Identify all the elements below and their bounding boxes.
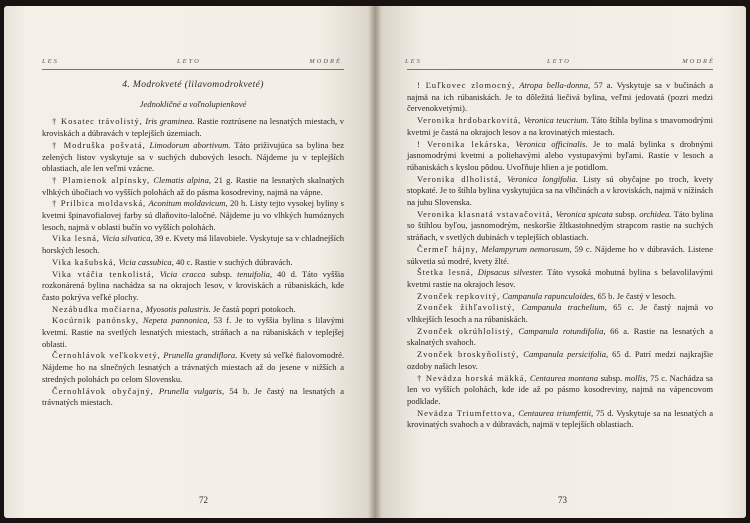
plant-name: Černohlávok obyčajný, bbox=[52, 385, 154, 396]
plant-entry bbox=[407, 349, 713, 372]
entry-text: 57 a. Vyskytuje sa v bučinách a najmä na ich rúbaniskách. Je to dôležitá liečivá bylina, veľmi jedovatá (pozri medzi červenokvetými). bbox=[407, 80, 713, 114]
right-page bbox=[375, 6, 746, 518]
plant-name: Nezábudka močiarna, bbox=[52, 303, 144, 314]
running-head-left: LES bbox=[405, 58, 422, 65]
entry-text: Je to malá bylinka s drobnými jasnomodrými kvetmi a poliehavými alebo vystupavými byľami. Rastie v lesoch a rúbaniskách s kyslou pôdou. Uvoľňuje hlien a je potidlom. bbox=[407, 138, 714, 172]
plant-name: Černohlávok veľkokvetý, bbox=[52, 350, 161, 361]
latin-name: Centaurea triumfettii, bbox=[518, 407, 594, 418]
latin-name: mollis, bbox=[624, 372, 648, 383]
plant-entry bbox=[42, 175, 344, 198]
plant-name: Veronika dlholistá, bbox=[417, 173, 502, 184]
plant-entry bbox=[407, 373, 713, 408]
left-page bbox=[4, 6, 375, 518]
plant-name: Štetka lesná, bbox=[417, 267, 474, 278]
page-number: 72 bbox=[199, 495, 208, 505]
entry-text: Táto priživujúca sa bylina bez zelených listov vyskytuje sa v suchých dubových lesoch. Nájdeme ju v teplejších oblastiach, ale len veľmi vzácne. bbox=[42, 139, 344, 174]
latin-name: tenuifolia, bbox=[237, 268, 272, 279]
entry-text: 39 e. Kvety má lilavobiele. Vyskytuje sa v chladnejších horských lesoch. bbox=[42, 233, 345, 256]
plant-name: Nevädza Triumfettova, bbox=[417, 407, 516, 418]
running-head-center: LETO bbox=[547, 58, 571, 65]
plant-entry bbox=[42, 198, 344, 233]
entry-text: Táto vysoká mohutná bylina s belavolilavými kvetmi rastie na okrajoch lesov. bbox=[407, 267, 713, 289]
latin-name: Centaurea montana bbox=[529, 372, 599, 383]
running-head-center: LETO bbox=[177, 58, 201, 65]
plant-name: † Kosatec trávolistý, bbox=[52, 116, 143, 127]
entry-text: 75 c. Nachádza sa len vo vyšších polohách, kde ide až po pásmo kosodreviny, najmä na vápencovom podklade. bbox=[407, 372, 713, 406]
entry-text: Je častá popri potokoch. bbox=[210, 303, 296, 314]
running-head-left: LES bbox=[42, 58, 59, 65]
chapter-title: 4. Modrokveté (lilavomodrokveté) bbox=[122, 80, 264, 90]
entry-text: subsp. bbox=[205, 268, 238, 279]
entry-text: 20 h. Listy tejto vysokej byliny s kvetmi špinavofialovej farby sú dlaňovito-laločné. Nájdeme ju vo vlhkých humóznych lesoch, najmä v oblasti bučín vo vyšších polohách. bbox=[42, 198, 344, 232]
plant-entry bbox=[407, 115, 713, 138]
plant-entry bbox=[407, 291, 713, 303]
plant-name: Vika vtáčia tenkolistá, bbox=[52, 268, 155, 279]
latin-name: Campanula persicifolia, bbox=[523, 349, 609, 360]
plant-name: Zvonček repkovitý, bbox=[417, 290, 501, 301]
entry-text: Listy sú obyčajne po troch, kvety stopkaté. Je to štíhla bylina vyskytujúca sa na vlhčinách a v kroviskách, najmä v nížinách na juhu Slovenska. bbox=[407, 173, 713, 208]
running-head-right: MODRÉ bbox=[309, 58, 342, 65]
plant-name: Zvonček žihľavolistý, bbox=[417, 302, 516, 313]
page-number: 73 bbox=[558, 495, 567, 505]
plant-name: † Nevädza horská mäkká, bbox=[417, 372, 528, 383]
plant-name: ! Veronika lekárska, bbox=[417, 138, 511, 149]
entry-list bbox=[407, 80, 713, 431]
entry-text: 54 b. Je častý na lesnatých a trávnatých miestach. bbox=[42, 385, 345, 408]
latin-name: Campanula trachelium, bbox=[521, 302, 607, 313]
page-body bbox=[42, 80, 344, 409]
entry-text: 75 d. Vyskytuje sa na lesnatých a krovinatých svahoch a v dúbravách, najmä v teplejších oblastiach. bbox=[407, 407, 713, 430]
plant-entry bbox=[407, 209, 713, 244]
latin-name: Prunella vulgaris, bbox=[158, 385, 225, 396]
entry-text: 59 c. Nájdeme ho v dúbravách. Listene súkvetia sú modré, kvety žlté. bbox=[407, 243, 713, 266]
entry-text: 65 d. Patrí medzi najkrajšie ozdoby našich lesov. bbox=[407, 349, 713, 371]
entry-text: 40 d. Táto vyššia rozkonárená bylina nachádza sa na okrajoch lesov, v kroviskách a rúbaniskách, kde často pokrýva veľké plochy. bbox=[42, 268, 344, 302]
latin-name: Limodorum abortivum. bbox=[149, 139, 231, 150]
latin-name: Vicia silvatica, bbox=[101, 233, 153, 244]
latin-name: Nepeta pannonica, bbox=[143, 315, 210, 326]
plant-entry bbox=[407, 408, 713, 431]
plant-entry bbox=[407, 326, 713, 349]
plant-name: Zvonček okrúhlolistý, bbox=[417, 325, 514, 336]
plant-entry bbox=[42, 304, 344, 316]
plant-entry bbox=[42, 269, 344, 304]
latin-name: Veronica spicata bbox=[555, 208, 613, 219]
header-rule bbox=[42, 69, 344, 70]
plant-entry bbox=[407, 302, 713, 325]
entry-text: Táto bylina so štíhlou byľou, jasnomodrým, neskoršie žltkastohnedým strapcom rastie na suchých stráňach, v svetlých dubinách v teplejších oblastiach. bbox=[407, 208, 713, 243]
latin-name: Veronica officinalis. bbox=[515, 138, 588, 149]
entry-list bbox=[42, 116, 344, 409]
entry-text: Rastie roztrúsene na lesnatých miestach, v kroviskách a dúbravách v teplejších územiach. bbox=[42, 116, 344, 139]
entry-text: 53 f. Je to vyššia bylina s lilavými kvetmi. Rastie na svetlých lesnatých miestach, stráňach a na rúbaniskách v teplejšej oblasti. bbox=[42, 315, 344, 349]
entry-text: 65 b. Je častý v lesoch. bbox=[595, 290, 677, 301]
entry-text: Kvety sú veľké fialovomodré. Nájdeme ho na slnečných lesnatých a trávnatých miestach až do jesene v nižších a stredných polohách po celom Slovensku. bbox=[42, 350, 345, 384]
plant-name: ! Ľuľkovec zlomocný, bbox=[417, 80, 516, 90]
header-rule bbox=[407, 69, 713, 70]
latin-name: Myosotis palustris. bbox=[145, 303, 211, 314]
latin-name: Prunella grandiflora. bbox=[163, 350, 238, 361]
book-gutter bbox=[368, 6, 382, 518]
plant-entry bbox=[407, 267, 713, 290]
latin-name: Aconitum moldavicum, bbox=[148, 198, 228, 209]
latin-name: orchidea. bbox=[639, 208, 672, 219]
entry-text: 65 c. Je častý najmä vo vlhkejších lesoch a na rúbaniskách. bbox=[407, 302, 713, 325]
plant-entry bbox=[42, 315, 344, 350]
latin-name: Campanula rapunculoides, bbox=[502, 290, 596, 301]
latin-name: Clematis alpina, bbox=[153, 174, 211, 185]
plant-name: Vika kašubská, bbox=[52, 256, 117, 267]
plant-entry bbox=[42, 233, 344, 256]
plant-entry bbox=[42, 140, 344, 175]
latin-name: Melampyrum nemorosum, bbox=[481, 243, 572, 254]
plant-entry bbox=[407, 80, 713, 115]
plant-name: Čermeľ hájny, bbox=[417, 243, 479, 254]
plant-name: Veronika klasnatá vstavačovitá, bbox=[417, 208, 554, 219]
latin-name: Veronica teucrium. bbox=[523, 115, 589, 126]
plant-name: Zvonček broskyňolistý, bbox=[417, 349, 520, 360]
latin-name: Veronica longifolia. bbox=[507, 173, 578, 184]
plant-entry bbox=[42, 386, 344, 409]
entry-text: Táto štíhla bylina s tmavomodrými kvetmi je častá na okrajoch lesov a na krovinatých miestach. bbox=[407, 115, 713, 137]
plant-entry bbox=[42, 350, 344, 385]
plant-name: † Modruška pošvatá, bbox=[52, 139, 146, 150]
plant-name: Veronika hrdobarkovitá, bbox=[417, 115, 522, 126]
entry-text: 21 g. Rastie na lesnatých skalnatých vlhkých úbočiach vo vyšších polohách až do pásma kosodreviny, najmä na vápne. bbox=[42, 174, 344, 197]
plant-entry bbox=[407, 244, 713, 267]
plant-entry bbox=[407, 174, 713, 209]
latin-name: Vicia cracca bbox=[159, 268, 206, 279]
page-body bbox=[407, 80, 713, 431]
plant-entry bbox=[42, 116, 344, 139]
entry-text: subsp. bbox=[598, 372, 625, 383]
latin-name: Dipsacus silvester. bbox=[477, 267, 544, 278]
plant-name: † Plamienok alpínsky, bbox=[52, 174, 151, 185]
plant-entry bbox=[42, 257, 344, 269]
plant-name: Kocúrnik panónsky, bbox=[52, 315, 139, 326]
plant-entry bbox=[407, 139, 713, 174]
latin-name: Vicia cassubica, bbox=[118, 256, 174, 267]
entry-text: 40 c. Rastie v suchých dúbravách. bbox=[173, 256, 293, 267]
latin-name: Iris graminea. bbox=[145, 116, 195, 127]
plant-name: † Prilbica moldavská, bbox=[52, 198, 147, 209]
plant-name: Vika lesná, bbox=[52, 233, 100, 244]
latin-name: Campanula rotundifolia, bbox=[518, 325, 606, 336]
entry-text: 66 a. Rastie na lesnatých a skalnatých svahoch. bbox=[407, 325, 713, 348]
running-head-right: MODRÉ bbox=[682, 58, 715, 65]
entry-text: subsp. bbox=[612, 208, 640, 219]
latin-name: Atropa bella-donna, bbox=[519, 80, 591, 90]
section-subhead: Jednokličné a voľnolupienkové bbox=[139, 98, 247, 109]
